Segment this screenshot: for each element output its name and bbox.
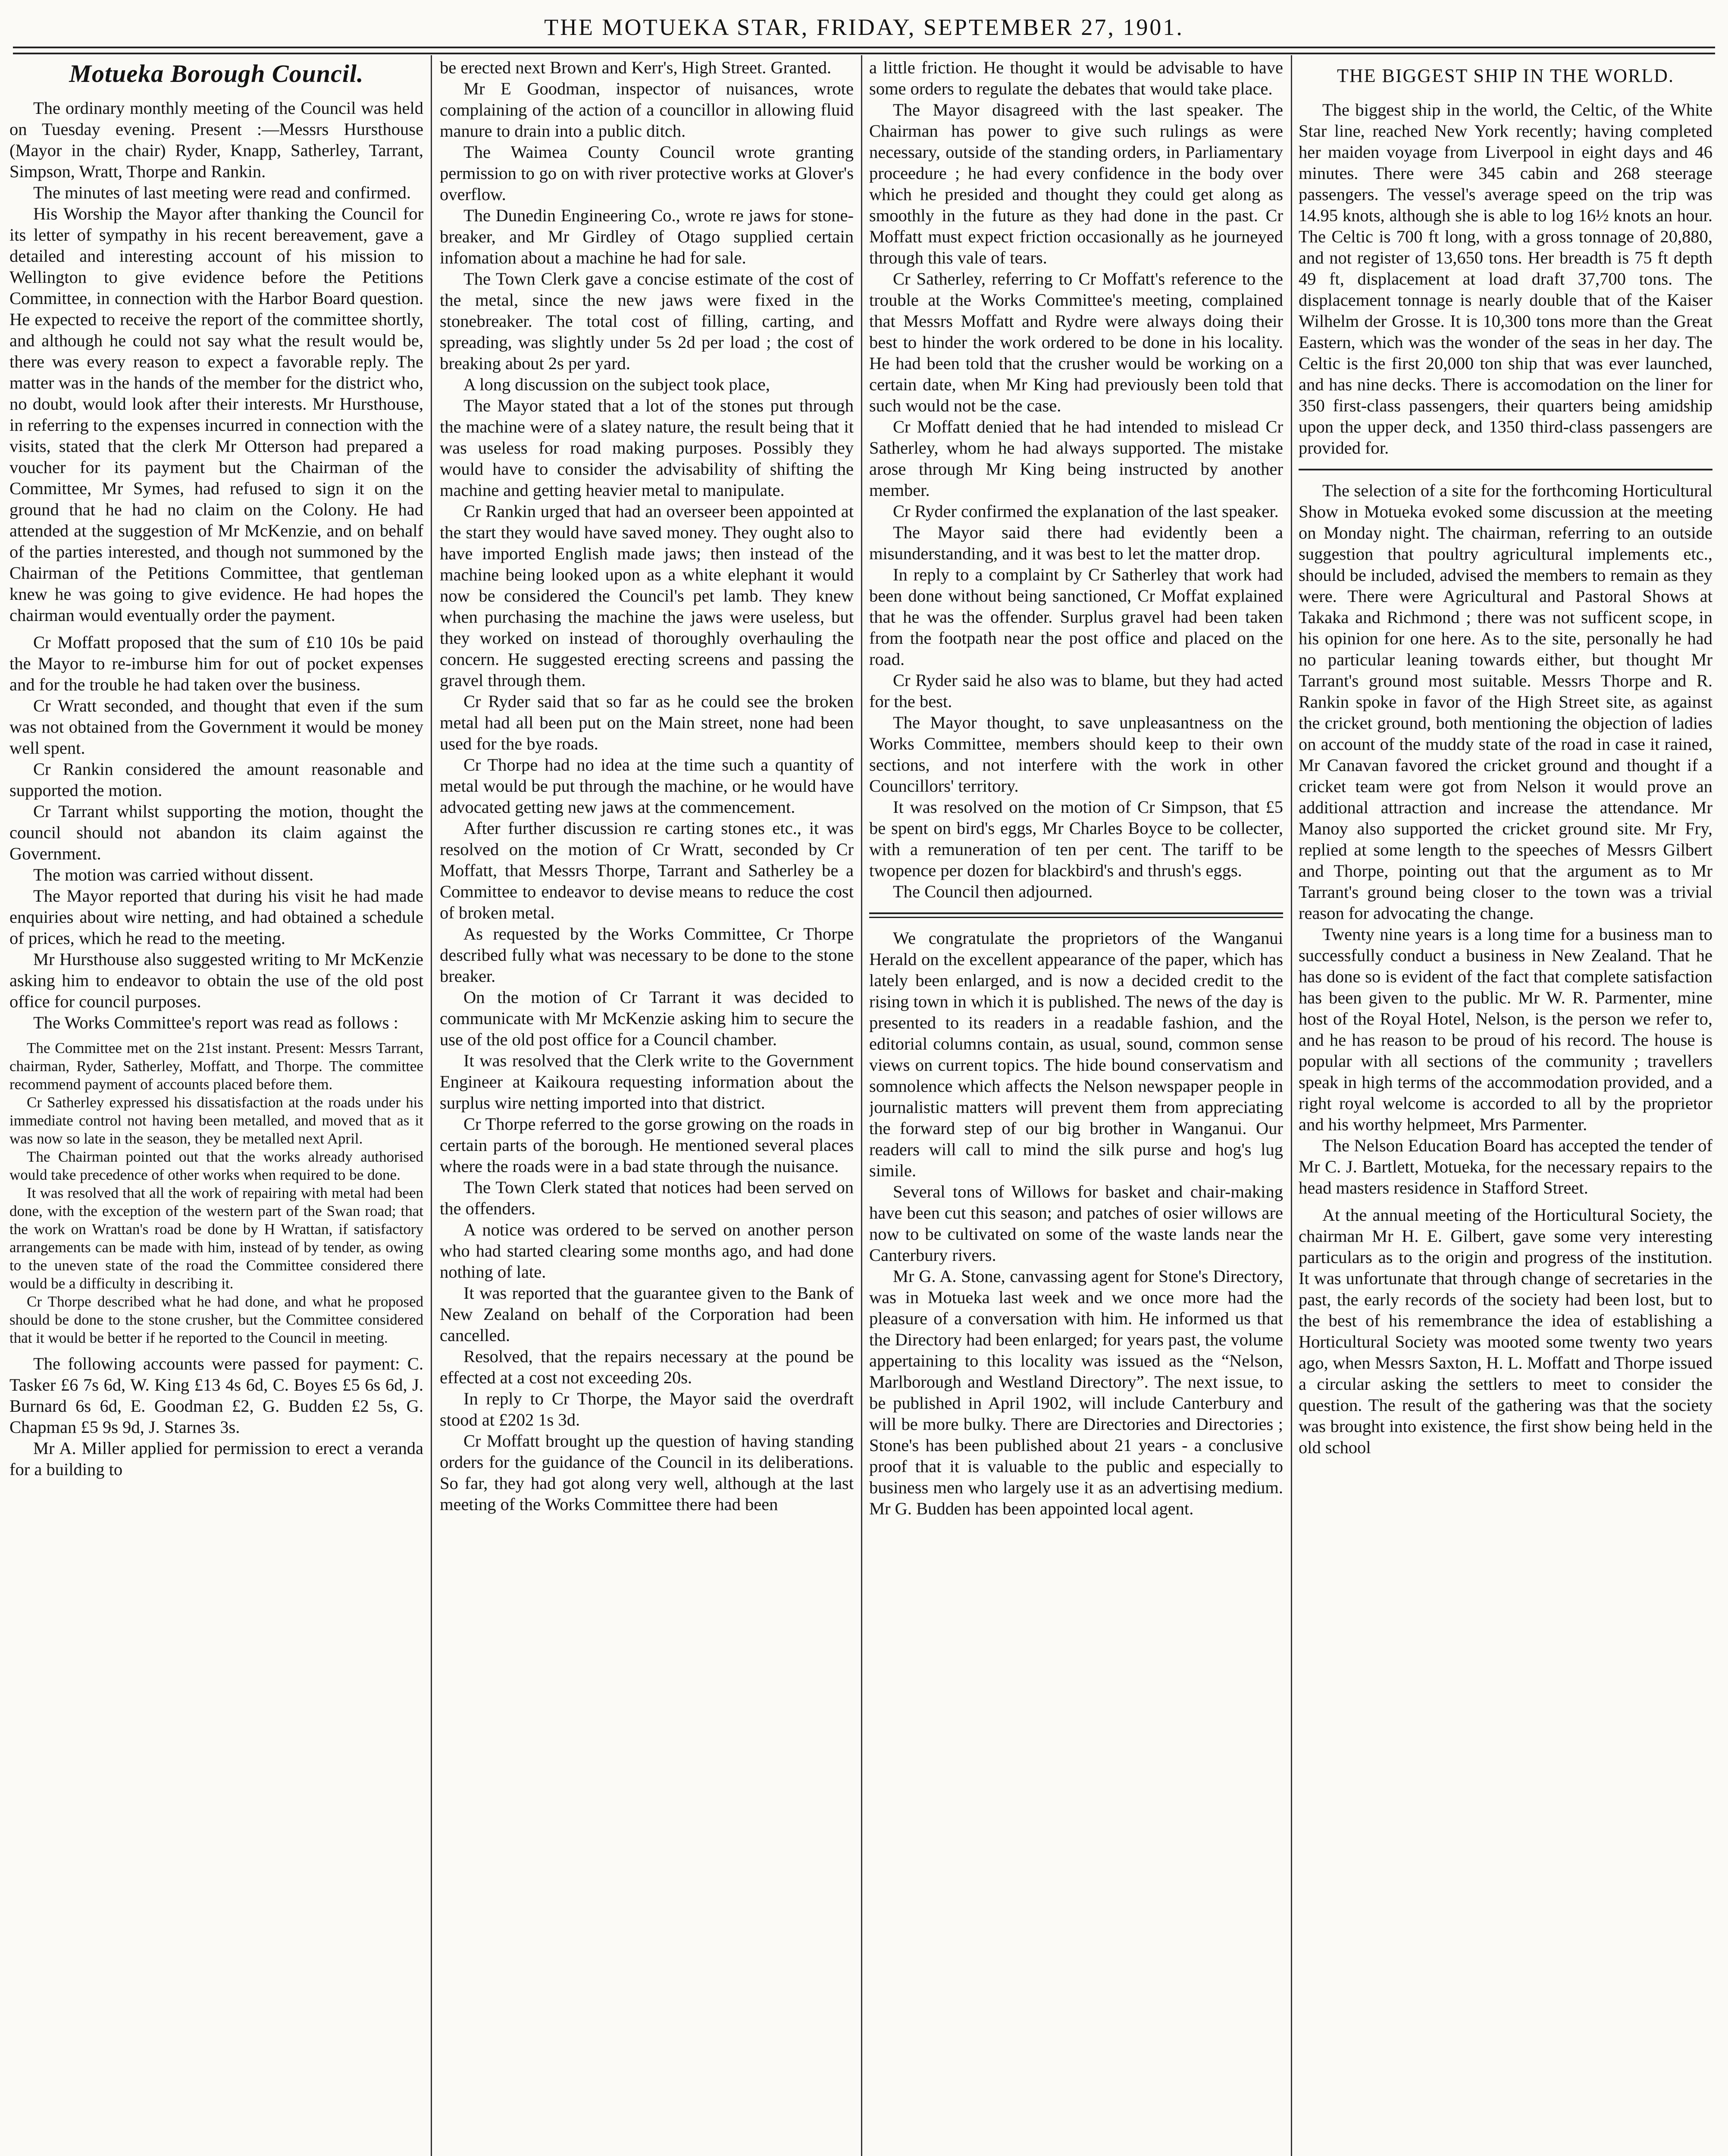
paragraph: The Mayor disagreed with the last speaker. The Chairman has power to give such rulings as were necessary, outside of the standing orders, in Parliamentary proceedure ; he had every confidence in the body over which he presided and thought they could get along as smoothly in the future as they had done in the past. Cr Moffatt must expect friction occasionally as he journeyed through this vale of tears. <box>869 100 1283 267</box>
column-2 <box>440 57 854 2156</box>
paragraph: Cr Wratt seconded, and thought that even if the sum was not obtained from the Government it would be money well spent. <box>9 696 423 758</box>
paragraph: Mr E Goodman, inspector of nuisances, wrote complaining of the action of a councillor in allowing fluid manure to drain into a public ditch. <box>440 79 854 141</box>
paragraph: In reply to Cr Thorpe, the Mayor said the overdraft stood at £202 1s 3d. <box>440 1389 854 1429</box>
column-rule <box>1291 55 1292 2156</box>
paragraph: Cr Thorpe referred to the gorse growing on the roads in certain parts of the borough. He mentioned several places where the roads were in a bad state through the nuisance. <box>440 1114 854 1176</box>
paragraph: It was reported that the guarantee given to the Bank of New Zealand on behalf of the Corporation had been cancelled. <box>440 1283 854 1345</box>
paragraph: The Mayor stated that a lot of the stones put through the machine were of a slatey nature, the result being that it was useless for road making purposes. Possibly they would have to consider the advisability of shifting the machine and getting heavier metal to manipulate. <box>440 396 854 500</box>
paragraph: At the annual meeting of the Horticultural Society, the chairman Mr H. E. Gilbert, gave some very interesting particulars as to the origin and progress of the institution. It was unfortunate that through change of secretaries in the past, the early records of the society had been lost, but to the best of his remembrance the idea of establishing a Horticultural Society was mooted some twenty two years ago, when Messrs Saxton, H. L. Moffatt and Thorpe issued a circular asking the settlers to meet to consider the question. The result of the gathering was that the society was brought into existence, the first show being held in the old school <box>1299 1205 1712 1457</box>
paragraph: a little friction. He thought it would be advisable to have some orders to regulate the debates that would take place. <box>869 58 1283 98</box>
paragraph: The minutes of last meeting were read and confirmed. <box>33 183 411 202</box>
paragraph: Twenty nine years is a long time for a business man to successfully conduct a business in New Zealand. That he has done so is evident of the fact that complete satisfaction has been given to the public. Mr W. R. Parmenter, mine host of the Royal Hotel, Nelson, is the person we refer to, and he has reason to be proud of his record. The house is popular with all sections of the community ; travellers speak in high terms of the accommodation provided, and a right royal welcome is accorded to all by the proprietor and his worthy helpmeet, Mrs Parmenter. <box>1299 924 1712 1134</box>
paragraph: A long discussion on the subject took place, <box>463 375 770 394</box>
paragraph: The Mayor reported that during his visit he had made enquiries about wire netting, and had obtained a schedule of prices, which he read to the meeting. <box>9 886 423 948</box>
column-3 <box>869 57 1283 2156</box>
paragraph: Cr Tarrant whilst supporting the motion, thought the council should not abandon its claim against the Government. <box>9 802 423 863</box>
paragraph: After further discussion re carting stones etc., it was resolved on the motion of Cr Wratt, seconded by Cr Moffatt, that Messrs Thorpe, Tarrant and Satherley be a Committee to endeavor to devise means to reduce the cost of broken metal. <box>440 818 854 922</box>
paragraph: The Mayor said there had evidently been a misunderstanding, and it was best to let the matter drop. <box>869 523 1283 563</box>
paragraph: Cr Satherley, referring to Cr Moffatt's reference to the trouble at the Works Committee's meeting, complained that Messrs Moffatt and Rydre were always doing their best to hinder the work ordered to be done in his locality. He had been told that the crusher would be working on a certain date, when Mr King had previously been told that such would not be the case. <box>869 269 1283 415</box>
masthead: THE MOTUEKA STAR, FRIDAY, SEPTEMBER 27, 1901. <box>544 14 1184 40</box>
paragraph: Cr Moffatt proposed that the sum of £10 10s be paid the Mayor to re-imburse him for out of pocket expenses and for the trouble he had taken over the business. <box>9 633 423 694</box>
paragraph: The Town Clerk gave a concise estimate of the cost of the metal, since the new jaws were fixed in the stonebreaker. The total cost of filling, carting, and spreading, was slightly under 5s 2d per load ; the cost of breaking about 2s per yard. <box>440 269 854 373</box>
report-paragraph: The Chairman pointed out that the works already authorised would take precedence of other works when required to be done. <box>9 1148 423 1183</box>
paragraph: The following accounts were passed for payment: C. Tasker £6 7s 6d, W. King £13 4s 6d, C. Boyes £5 6s 6d, J. Burnard 6s 6d, E. Goodman £2, G. Budden £2 5s, G. Chapman £5 9s 9d, J. Starnes 3s. <box>9 1354 423 1437</box>
column-1 <box>9 57 423 2156</box>
paragraph: In reply to a complaint by Cr Satherley that work had been done without being sanctioned, Cr Moffat explained that he was the offender. Surplus gravel had been taken from the footpath near the post office and placed on the road. <box>869 565 1283 669</box>
paragraph: The Waimea County Council wrote granting permission to go on with river protective works at Glover's overflow. <box>440 142 854 204</box>
paragraph: Cr Ryder said he also was to blame, but they had acted for the best. <box>869 671 1283 711</box>
paragraph: Cr Rankin considered the amount reasonable and supported the motion. <box>9 759 423 800</box>
paragraph: The selection of a site for the forthcoming Horticultural Show in Motueka evoked some discussion at the meeting on Monday night. The chairman, referring to an outside suggestion that poultry agricultural implements etc., should be included, advised the members to remain as they were. There were Agricultural and Pastoral Shows at Takaka and Richmond ; there was not sufficent scope, in his opinion for one here. As to the site, personally he had no particular leaning towards either, but thought Mr Tarrant's ground most suitable. Messrs Thorpe and R. Rankin spoke in favor of the High Street site, as against the cricket ground, both mentioning the objection of ladies on account of the muddy state of the road in case it rained, Mr Canavan favored the cricket ground and thought if a cricket team were got from Nelson it would prove an additional attraction and increase the attendance. Mr Manoy also supported the cricket ground site. Mr Fry, replied at some length to the speeches of Messrs Gilbert and Thorpe, pointing out that the argument as to Mr Tarrant's ground being closer to the town was a trivial reason for advocating the change. <box>1299 481 1712 923</box>
paragraph: We congratulate the proprietors of the Wanganui Herald on the excellent appearance of the paper, which has lately been enlarged, and is now a decided credit to the rising town in which it is published. The news of the day is presented to its readers in a readable fashion, and the editorial columns contain, as usual, sound, common sense views on current topics. The hide bound conservatism and somnolence which affects the Nelson newspaper people in journalistic matters will prevent them from appreciating the forward step of our big brother in Wanganui. Our readers will call to mind the silk purse and hog's lug simile. <box>869 928 1283 1180</box>
paragraph: The motion was carried without dissent. <box>33 865 314 884</box>
paragraph: Mr A. Miller applied for permission to erect a veranda for a building to <box>9 1438 423 1479</box>
paragraph: Cr Ryder confirmed the explanation of the last speaker. <box>893 501 1279 521</box>
paragraph: The Works Committee's report was read as follows : <box>33 1013 398 1032</box>
paragraph: It was resolved that the Clerk write to the Government Engineer at Kaikoura requesting information about the surplus wire netting imported into that district. <box>440 1051 854 1112</box>
paragraph: The Dunedin Engineering Co., wrote re jaws for stone-breaker, and Mr Girdley of Otago supplied certain infomation about a machine he had for sale. <box>440 206 854 267</box>
paragraph: Cr Rankin urged that had an overseer been appointed at the start they would have saved money. They ought also to have imported English made jaws; then instead of the machine being looked upon as a white elephant it would now be considered the Council's pet lamb. They knew when purchasing the machine the jaws were useless, but they worked on instead of thoroughly overhauling the concern. He suggested erecting screens and passing the gravel through them. <box>440 501 854 690</box>
masthead-rule <box>13 47 1715 54</box>
column-rule <box>861 55 862 2156</box>
paragraph: As requested by the Works Committee, Cr Thorpe described fully what was necessary to be done to the stone breaker. <box>440 924 854 986</box>
paragraph: The Council then adjourned. <box>893 882 1093 901</box>
paragraph: The biggest ship in the world, the Celtic, of the White Star line, reached New York recently; having completed her maiden voyage from Liverpool in eight days and 46 minutes. There were 345 cabin and 268 steerage passengers. The vessel's average speed on the trip was 14.95 knots, although she is able to log 16½ knots an hour. The Celtic is 700 ft long, with a gross tonnage of 20,880, and not register of 13,650 tons. Her breadth is 75 ft depth 49 ft, displacement at load draft 37,700 tons. The displacement tonnage is nearly double that of the Kaiser Wilhelm der Grosse. It is 10,300 tons more than the Great Eastern, which was the wonder of the seas in her day. The Celtic is the first 20,000 ton ship that was ever launched, and has nine decks. There is accomodation on the liner for 350 first-class passengers, their quarters being amidship upon the upper deck, and 1350 third-class passengers are provided for. <box>1299 100 1712 458</box>
article-separator <box>869 912 1283 918</box>
paragraph: On the motion of Cr Tarrant it was decided to communicate with Mr McKenzie asking him to secure the use of the old post office for a Council chamber. <box>440 987 854 1049</box>
report-paragraph: It was resolved that all the work of repairing with metal had been done, with the exception of the western part of the Swan road; that the work on Wrattan's road be done by H Wrattan, if satisfactory arrangements can be made with him, instead of by tender, as owing to the uneven state of the road the Committee considered there would be a difficulty in describing it. <box>9 1185 423 1292</box>
report-paragraph: Cr Satherley expressed his dissatisfaction at the roads under his immediate control not having been metalled, and moved that as it was now so late in the season, they be metalled next April. <box>9 1094 423 1147</box>
paragraph: Mr Hursthouse also suggested writing to Mr McKenzie asking him to endeavor to obtain the use of the old post office for council purposes. <box>9 950 423 1011</box>
article-headline: Motueka Borough Council. <box>69 60 364 88</box>
article-separator <box>1299 469 1712 470</box>
column-4 <box>1299 57 1712 2156</box>
paragraph: Several tons of Willows for basket and chair-making have been cut this season; and patches of osier willows are now to be cultivated on some of the waste lands near the Canterbury rivers. <box>869 1182 1283 1265</box>
paragraph: The Mayor thought, to save unpleasantness on the Works Committee, members should keep to their own sections, and not interfere with the work in other Councillors' territory. <box>869 713 1283 796</box>
report-paragraph: The Committee met on the 21st instant. Present: Messrs Tarrant, chairman, Ryder, Satherley, Moffatt, and Thorpe. The committee recommend payment of accounts placed before them. <box>9 1040 423 1093</box>
paragraph: A notice was ordered to be served on another person who had started clearing some months ago, and had done nothing of late. <box>440 1220 854 1282</box>
column-rule <box>431 55 432 2156</box>
paragraph: The Nelson Education Board has accepted the tender of Mr C. J. Bartlett, Motueka, for the necessary repairs to the head masters residence in Stafford Street. <box>1299 1136 1712 1197</box>
paragraph: Cr Ryder said that so far as he could see the broken metal had all been put on the Main street, none had been used for the bye roads. <box>440 692 854 753</box>
paragraph: be erected next Brown and Kerr's, High Street. Granted. <box>440 58 832 77</box>
paragraph: Cr Moffatt denied that he had intended to mislead Cr Satherley, whom he had always supported. The mistake arose through Mr King being instructed by another member. <box>869 417 1283 500</box>
paragraph: Cr Thorpe had no idea at the time such a quantity of metal would be put through the machine, or he would have advocated getting new jaws at the commencement. <box>440 755 854 817</box>
paragraph: The Town Clerk stated that notices had been served on the offenders. <box>440 1178 854 1218</box>
paragraph: The ordinary monthly meeting of the Council was held on Tuesday evening. Present :—Messrs Hursthouse (Mayor in the chair) Ryder, Knapp, Satherley, Tarrant, Simpson, Wratt, Thorpe and Rankin. <box>9 98 423 181</box>
paragraph: It was resolved on the motion of Cr Simpson, that £5 be spent on bird's eggs, Mr Charles Boyce to be collecter, with a remuneration of ten per cent. The tariff to be twopence per dozen for blackbird's and thrush's eggs. <box>869 797 1283 880</box>
report-paragraph: Cr Thorpe described what he had done, and what he proposed should be done to the stone crusher, but the Committee considered that it would be better if he reported to the Council in meeting. <box>9 1293 423 1346</box>
paragraph: His Worship the Mayor after thanking the Council for its letter of sympathy in his recent bereavement, gave a detailed and interesting account of his mission to Wellington to give evidence before the Petitions Committee, in connection with the Harbor Board question. He expected to receive the report of the committee shortly, and although he could not say what the result would be, there was every reason to expect a favorable reply. The matter was in the hands of the member for the district who, no doubt, would look after their interests. Mr Hursthouse, in referring to the expenses incurred in connection with the visits, stated that the clerk Mr Otterson had prepared a voucher for its payment but the Chairman of the Committee, Mr Symes, had refused to sign it on the ground that he had no claim on the Colony. He had attended at the suggestion of Mr McKenzie, and on behalf of the parties interested, and though not summoned by the Chairman of the Petitions Committee, that gentleman knew he was going to give evidence. He had hopes the chairman would eventually order the payment. <box>9 204 423 625</box>
paragraph: Mr G. A. Stone, canvassing agent for Stone's Directory, was in Motueka last week and we once more had the pleasure of a conversation with him. He informed us that the Directory had been enlarged; for years past, the volume appertaining to this locality was issued as the “Nelson, Marlborough and Westland Directory”. The next issue, to be published in April 1902, will include Canterbury and will be more bulky. There are Directories and Directories ; Stone's has been published about 21 years - a conclusive proof that it is valuable to the public and especially to business men who largely use it as an advertising medium. Mr G. Budden has been appointed local agent. <box>869 1266 1283 1518</box>
paragraph: Resolved, that the repairs necessary at the pound be effected at a cost not exceeding 20s. <box>440 1347 854 1387</box>
paragraph: Cr Moffatt brought up the question of having standing orders for the guidance of the Council in its deliberations. So far, they had got along very well, although at the last meeting of the Works Committee there had been <box>440 1431 854 1514</box>
article-headline: THE BIGGEST SHIP IN THE WORLD. <box>1337 65 1674 86</box>
